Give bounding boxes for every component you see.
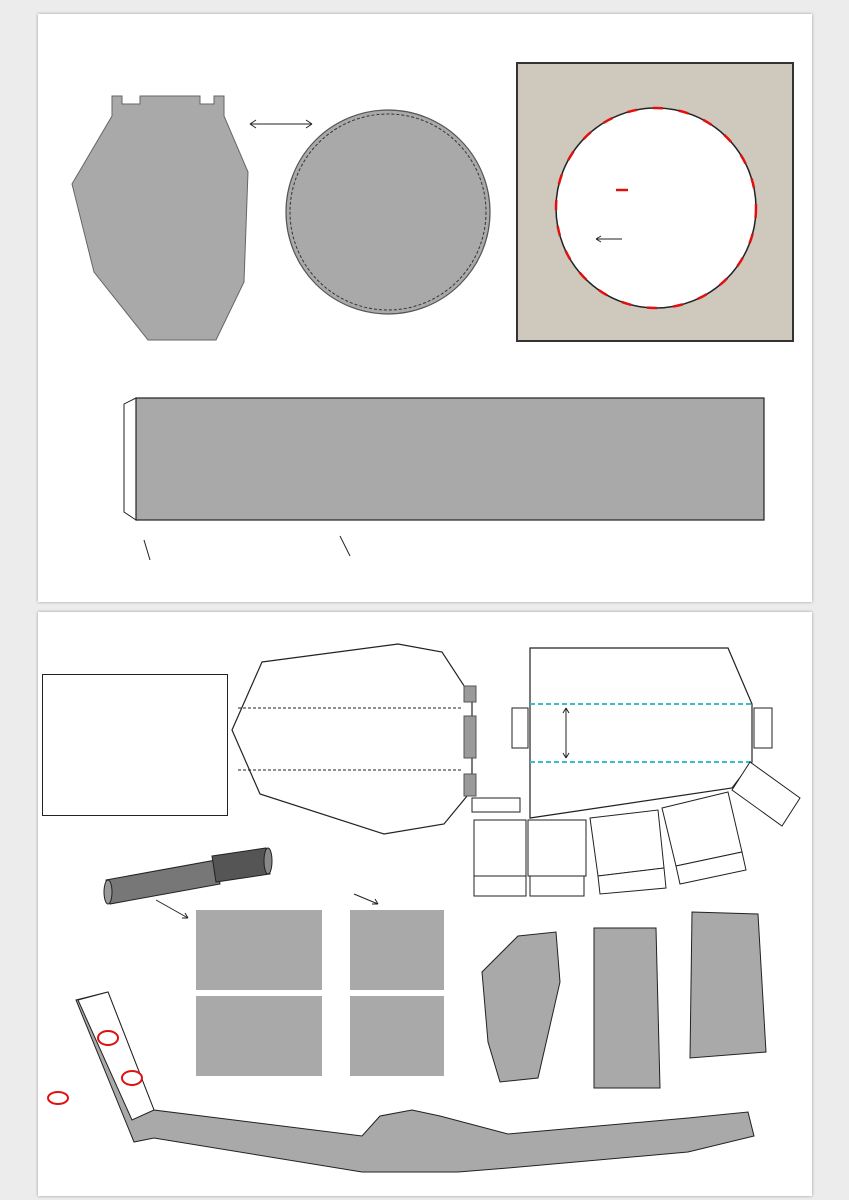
page-2 bbox=[38, 612, 812, 1196]
curved-piece-2 bbox=[594, 928, 660, 1088]
turret-top-shape bbox=[232, 644, 472, 834]
curved-piece-1 bbox=[482, 932, 560, 1082]
turret-side-shape bbox=[530, 648, 752, 818]
barrel-drawing bbox=[104, 848, 272, 904]
barrel-sheet bbox=[350, 910, 444, 990]
page-2-drawing bbox=[38, 612, 812, 1196]
curved-piece-3 bbox=[690, 912, 766, 1058]
strip-pointers bbox=[38, 14, 812, 602]
barrel-sheet bbox=[196, 910, 322, 990]
barrel-sheet bbox=[350, 996, 444, 1076]
barrel-sheet bbox=[196, 996, 322, 1076]
page-1 bbox=[38, 14, 812, 602]
